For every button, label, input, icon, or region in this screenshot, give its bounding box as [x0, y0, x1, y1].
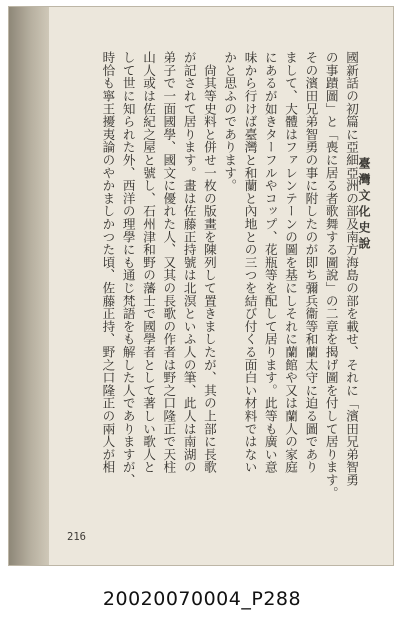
text-line: その濱田兄弟智勇の事に附したのが即ち彌兵衞等和蘭太守に迫る圖であり: [303, 51, 319, 474]
text-line: にあるが如きターフルやコップ、花瓶等を配して居ります。此等も廣い意: [262, 51, 278, 474]
text-line: かと思ふのであります。: [222, 51, 238, 192]
page-number: 216: [67, 531, 86, 543]
text-line: まして、大體はファレンテーンの圖を基にしそれに蘭館や又は蘭人の家庭: [283, 51, 299, 474]
image-caption: 20020070004_P288: [102, 588, 302, 610]
text-line: 山人或は佐紀之屋と號し、石州津和野の藩士で國學者として著しい歌人と: [141, 51, 157, 474]
running-title: 臺灣文化史說: [357, 157, 371, 253]
text-line: 國新話の初篇に亞細亞洲の部及南方海島の部を載せ、それに「濱田兄弟智勇: [344, 51, 359, 487]
text-line: 尙其等史料と併せ一枚の版畫を陳列して置きましたが、其の上部に長歌: [201, 51, 217, 474]
page-surface: [49, 7, 393, 565]
text-line: 時恰も寧王擾夷論のやかましかつた頃、佐藤正持、野之口隆正の兩人が相: [100, 51, 116, 474]
text-line: の事蹟圖」と「喪に居る者歌舞する圖說」の二章を揭げ圖を付して居ります。: [323, 51, 339, 499]
text-line: 弟子で一面國學、國文に優れた人、又其の長歌の作者は野之口隆正で天柱: [161, 51, 177, 474]
text-line: して世に知られた外、西洋の理學にも通じ梵語をも解した人でありますが、: [120, 51, 136, 487]
book-gutter: [9, 7, 49, 565]
text-line: が記されて居ります。畫は佐藤正持號は北溟といふ人の筆、此人は南湖の: [181, 51, 197, 474]
scanned-page: [8, 6, 394, 566]
body-text: [99, 51, 359, 531]
text-line: 味から行けば臺灣と和蘭と內地との三つを結び付くる面白い材料ではない: [242, 51, 258, 474]
